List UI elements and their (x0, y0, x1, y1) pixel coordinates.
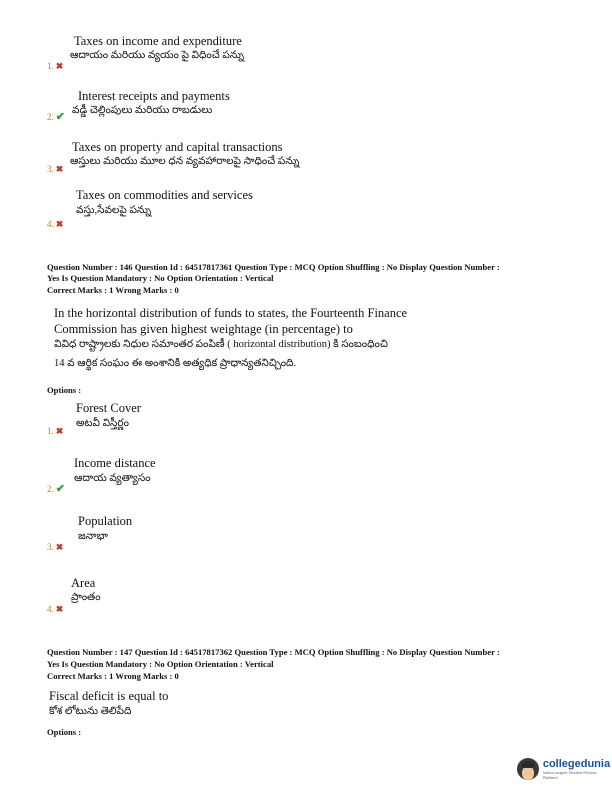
question-146-marks: Correct Marks : 1 Wrong Marks : 0 (47, 285, 179, 295)
q146-option-3-number: 3. (47, 542, 54, 552)
cross-icon: ✖ (55, 219, 64, 229)
collegedunia-logo (517, 758, 612, 780)
option-1-telugu: ఆదాయం మరియు వ్యయం పై విధించే పన్ను (70, 50, 244, 61)
cross-icon: ✖ (55, 164, 64, 174)
option-3-marker (47, 164, 63, 174)
option-2-number: 2. (47, 112, 54, 122)
option-2-marker (47, 112, 65, 122)
q146-option-1-english: Forest Cover (76, 401, 141, 415)
question-147-text-english: Fiscal deficit is equal to (49, 689, 169, 703)
cross-icon: ✖ (55, 604, 64, 614)
check-icon: ✔ (55, 111, 65, 123)
option-2-english: Interest receipts and payments (78, 89, 230, 103)
option-1-number: 1. (47, 61, 54, 71)
question-146-text-telugu-1: వివిధ రాష్ట్రాలకు నిధుల సమాంతర పంపిణీ ( horizontal distribution) కి సంబంధించి (54, 339, 388, 350)
option-4-marker (47, 219, 63, 229)
question-147-options-label: Options : (47, 727, 82, 737)
option-3-telugu: ఆస్తులు మరియు మూల ధన వ్యవహారాలపై సాధించే పన్ను (70, 156, 300, 167)
logo-name: collegedunia (542, 758, 611, 770)
q146-option-2-marker (47, 484, 65, 494)
option-4-telugu: వస్తు,సేవలపై పన్ను (76, 205, 152, 216)
check-icon: ✔ (55, 483, 65, 495)
question-147-marks: Correct Marks : 1 Wrong Marks : 0 (47, 671, 179, 681)
q146-option-4-telugu: ప్రాంతం (71, 592, 101, 603)
question-146-meta-line-2: Yes Is Question Mandatory : No Option Orientation : Vertical (47, 273, 274, 283)
q146-option-4-english: Area (71, 576, 96, 590)
q146-option-4-marker (47, 604, 63, 614)
question-146-text-telugu-2: 14 వ ఆర్థిక సంఘం ఈ అంశానికి అత్యధిక ప్రాధాన్యతనిచ్చింది. (54, 358, 297, 369)
option-4-english: Taxes on commodities and services (76, 188, 253, 202)
question-146-options-label: Options : (47, 385, 82, 395)
q146-option-2-english: Income distance (74, 456, 156, 470)
q146-option-3-telugu: జనాభా (78, 531, 108, 542)
student-avatar-icon (517, 758, 539, 780)
q146-option-1-telugu: అటవీ విస్తీర్ణం (76, 418, 129, 429)
option-3-number: 3. (47, 164, 54, 174)
question-146-meta-line-1: Question Number : 146 Question Id : 64517817361 Question Type : MCQ Option Shuffling : No Display Question Number : (47, 262, 500, 272)
cross-icon: ✖ (55, 542, 64, 552)
q146-option-3-english: Population (78, 514, 133, 528)
cross-icon: ✖ (55, 426, 64, 436)
q146-option-4-number: 4. (47, 604, 54, 614)
cross-icon: ✖ (55, 61, 64, 71)
question-147-meta-line-1: Question Number : 147 Question Id : 64517817362 Question Type : MCQ Option Shuffling : No Display Question Number : (47, 647, 500, 657)
logo-text (543, 758, 612, 780)
option-2-telugu: వడ్డీ చెల్లింపులు మరియు రాబడులు (72, 105, 213, 116)
option-1-english: Taxes on income and expenditure (74, 34, 242, 48)
option-4-number: 4. (47, 219, 54, 229)
question-147-text-telugu: కోశ లోటును తెలిపేది (49, 706, 132, 717)
q146-option-1-number: 1. (47, 426, 54, 436)
q146-option-1-marker (47, 426, 63, 436)
option-3-english: Taxes on property and capital transactions (72, 140, 283, 154)
question-147-meta-line-2: Yes Is Question Mandatory : No Option Orientation : Vertical (47, 659, 274, 669)
q146-option-2-number: 2. (47, 484, 54, 494)
question-146-text-english-2: Commission has given highest weightage (in percentage) to (54, 322, 353, 336)
logo-tagline: India's largest Student Review Platform (542, 770, 597, 780)
q146-option-3-marker (47, 542, 63, 552)
question-146-text-english-1: In the horizontal distribution of funds to states, the Fourteenth Finance (54, 306, 408, 320)
q146-option-2-telugu: ఆదాయ వ్యత్యాసం (74, 473, 151, 484)
option-1-marker (47, 61, 63, 71)
